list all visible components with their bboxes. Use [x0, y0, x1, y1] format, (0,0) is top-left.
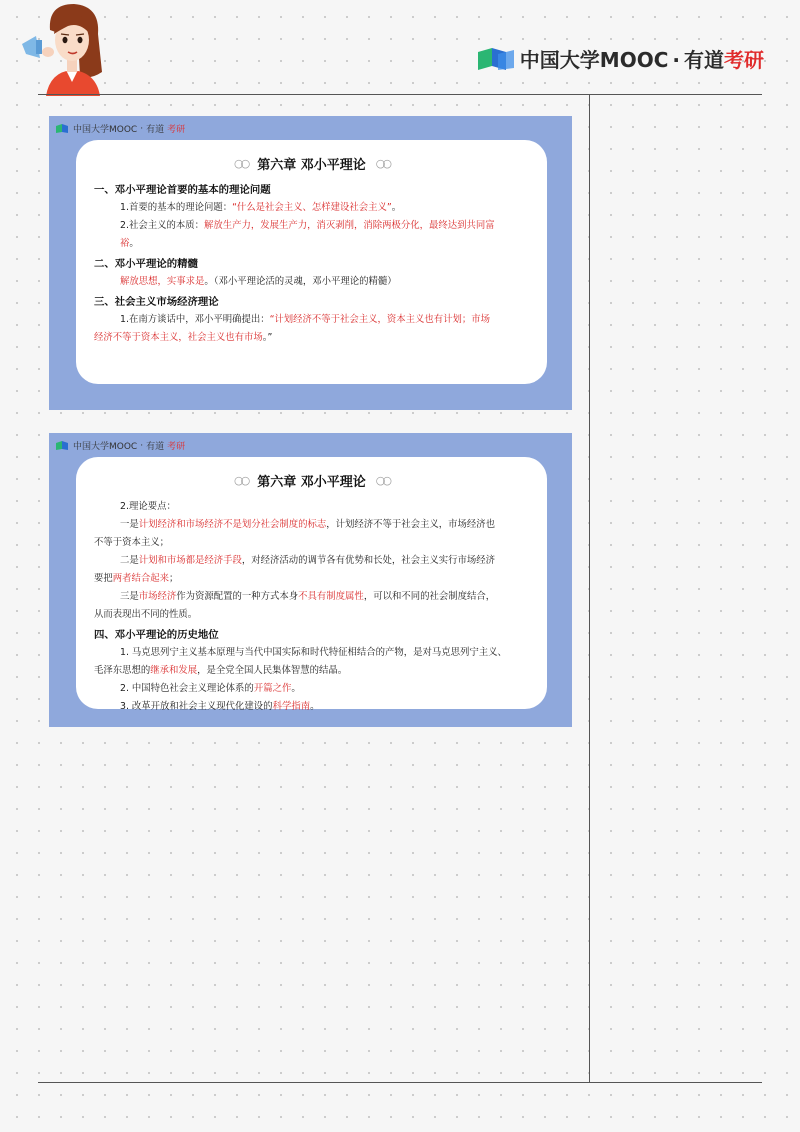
- text: 。（邓小平理论活的灵魂，邓小平理论的精髓）: [204, 276, 397, 287]
- slide-logo: [56, 439, 185, 452]
- text: 。: [391, 202, 402, 213]
- slide-card: [76, 457, 547, 712]
- slide-2: [49, 433, 572, 727]
- brand-text: [520, 44, 764, 73]
- highlight-text: 科学指南: [272, 701, 311, 712]
- highlight-text: 计划经济和市场经济不是划分社会制度的标志: [138, 519, 327, 530]
- highlight-text: 开篇之作: [253, 683, 292, 694]
- paragraph: [94, 680, 529, 698]
- text: 。: [310, 701, 320, 712]
- text: 一是: [120, 519, 139, 530]
- slide-1: [49, 116, 572, 410]
- mooc-logo-icon: [478, 48, 514, 70]
- mooc-logo-icon: [56, 441, 70, 450]
- text: 三是: [120, 591, 139, 602]
- slide-content: [76, 498, 547, 716]
- highlight-text: 解放思想，实事求是: [120, 276, 205, 287]
- text: 二是: [120, 555, 139, 566]
- brand-logo: [478, 44, 764, 73]
- text: ，计划经济不等于社会主义，市场经济也: [326, 519, 496, 530]
- paragraph: [94, 273, 529, 291]
- slide-title-text: 第六章 邓小平理论: [257, 158, 366, 173]
- slide-logo: [56, 122, 185, 135]
- highlight-text: “什么是社会主义、怎样建设社会主义”: [232, 202, 392, 213]
- margin-rule: [589, 94, 590, 1082]
- paragraph: [94, 217, 529, 253]
- paragraph: [94, 516, 529, 552]
- highlight-text: 计划和市场都是经济手段: [138, 555, 242, 566]
- slide-logo-sub: 有道: [146, 442, 165, 452]
- slide-content: [76, 181, 547, 347]
- brand-dot: ·: [672, 48, 680, 72]
- infinity-icon: ○○: [234, 157, 248, 170]
- paragraph: [94, 199, 529, 217]
- slide-logo-dot: ·: [140, 440, 144, 451]
- infinity-icon: ○○: [375, 474, 389, 487]
- slide-logo-name: 中国大学MOOC: [73, 442, 138, 452]
- slide-title-text: 第六章 邓小平理论: [257, 475, 366, 490]
- highlight-text: 继承和发展: [150, 665, 198, 676]
- text: 1.首要的基本的理论问题：: [120, 202, 233, 213]
- slide-logo-sub: 有道: [146, 125, 165, 135]
- slide-title: [76, 154, 547, 173]
- section-heading: 三、社会主义市场经济理论: [94, 296, 219, 308]
- paragraph: [94, 588, 529, 624]
- highlight-text: 不具有制度属性: [298, 591, 364, 602]
- section-heading: 一、邓小平理论首要的基本的理论问题: [94, 184, 271, 196]
- text: 要把: [94, 573, 113, 584]
- text: 不等于资本主义；: [94, 537, 170, 548]
- paragraph: [94, 311, 529, 347]
- text: ，对经济活动的调节各有优势和长处，社会主义实行市场经济: [241, 555, 496, 566]
- brand-sub-black: 有道: [684, 48, 724, 72]
- slide-logo-sub-red: 考研: [167, 125, 186, 135]
- text: 。: [129, 238, 139, 249]
- paragraph: 2.理论要点：: [120, 501, 176, 512]
- slide-logo-sub-red: 考研: [167, 442, 186, 452]
- brand-sub-red: 考研: [724, 48, 764, 72]
- highlight-text: 两者结合起来: [112, 573, 170, 584]
- highlight-text: 裕: [120, 238, 130, 249]
- slide-logo-name: 中国大学MOOC: [73, 125, 138, 135]
- slide-card: [76, 140, 547, 384]
- text: 2. 中国特色社会主义理论体系的: [120, 683, 254, 694]
- text: 从而表现出不同的性质。: [94, 609, 198, 620]
- highlight-text: 市场经济: [138, 591, 177, 602]
- mascot-illustration: [20, 0, 110, 96]
- brand-name: 中国大学MOOC: [519, 48, 669, 72]
- text: 1.在南方谈话中，邓小平明确提出：: [120, 314, 270, 325]
- text: ；: [169, 573, 179, 584]
- text: ，可以和不同的社会制度结合，: [363, 591, 496, 602]
- text: 2.社会主义的本质：: [120, 220, 204, 231]
- section-heading: 四、邓小平理论的历史地位: [94, 629, 219, 641]
- text: 毛泽东思想的: [94, 665, 151, 676]
- paragraph: [94, 698, 529, 716]
- highlight-text: 经济不等于资本主义，社会主义也有市场: [94, 332, 263, 343]
- text: 。: [291, 683, 301, 694]
- slide-title: [76, 471, 547, 490]
- text: 1. 马克思列宁主义基本原理与当代中国实际和时代特征相结合的产物，是对马克思列宁主义、: [120, 647, 507, 658]
- paragraph: [94, 552, 529, 588]
- mooc-logo-icon: [56, 124, 70, 133]
- highlight-text: 解放生产力，发展生产力，消灭剥削，消除两极分化，最终达到共同富: [203, 220, 495, 231]
- paragraph: [94, 644, 529, 680]
- infinity-icon: ○○: [234, 474, 248, 487]
- section-heading: 二、邓小平理论的精髓: [94, 258, 198, 270]
- text: 。”: [262, 332, 273, 343]
- text: 3. 改革开放和社会主义现代化建设的: [120, 701, 273, 712]
- top-rule: [38, 94, 762, 95]
- text: ，是全党全国人民集体智慧的结晶。: [197, 665, 348, 676]
- text: 作为资源配置的一种方式本身: [176, 591, 299, 602]
- highlight-text: “计划经济不等于社会主义，资本主义也有计划；市场: [269, 314, 491, 325]
- infinity-icon: ○○: [375, 157, 389, 170]
- bottom-rule: [38, 1082, 762, 1083]
- slide-logo-dot: ·: [140, 123, 144, 134]
